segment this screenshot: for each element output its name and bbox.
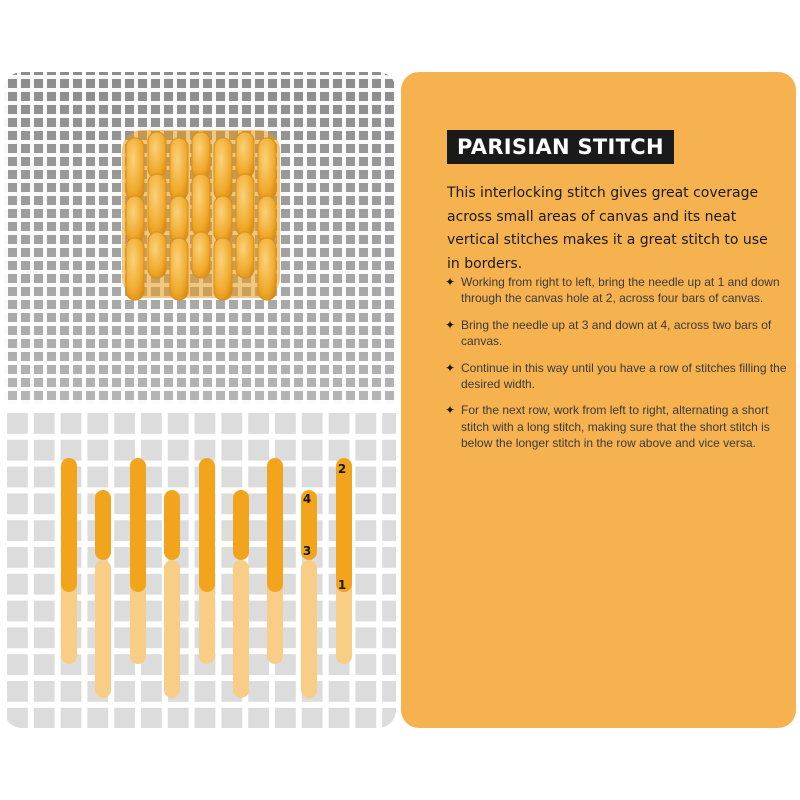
- grid-cell: [34, 547, 55, 568]
- grid-cell: [248, 440, 269, 461]
- grid-cell: [275, 413, 296, 434]
- grid-cell: [34, 654, 55, 675]
- bullet-icon: ✦: [445, 403, 456, 418]
- stitch-bar-lower: [301, 560, 317, 698]
- grid-cell: [355, 708, 376, 728]
- grid-cell: [141, 413, 162, 434]
- grid-cell: [382, 654, 396, 675]
- grid-cell: [248, 574, 269, 595]
- grid-cell: [34, 627, 55, 648]
- grid-cell: [7, 520, 28, 541]
- grid-cell: [34, 708, 55, 728]
- grid-cell: [355, 601, 376, 622]
- step-item: [445, 274, 790, 307]
- grid-cell: [61, 440, 82, 461]
- grid-cell: [329, 413, 350, 434]
- grid-cell: [34, 413, 55, 434]
- stitch-diagram: [4, 410, 396, 728]
- stitch-bar-upper: [61, 458, 77, 592]
- grid-cell: [382, 493, 396, 514]
- grid-cell: [87, 413, 108, 434]
- grid-cell: [248, 520, 269, 541]
- grid-cell: [382, 520, 396, 541]
- grid-cell: [7, 493, 28, 514]
- grid-cell: [34, 440, 55, 461]
- stitch-bar-upper: [336, 458, 352, 592]
- stitch-bar-upper: [267, 458, 283, 592]
- grid-cell: [7, 627, 28, 648]
- instruction-card: [401, 72, 796, 728]
- grid-cell: [87, 440, 108, 461]
- step-item: [445, 360, 790, 393]
- grid-cell: [7, 547, 28, 568]
- grid-cell: [34, 601, 55, 622]
- stitch-bar-upper: [233, 490, 249, 560]
- hole-label-3: 3: [302, 544, 312, 558]
- grid-cell: [382, 574, 396, 595]
- grid-cell: [195, 708, 216, 728]
- grid-cell: [221, 440, 242, 461]
- grid-cell: [87, 467, 108, 488]
- step-text: Continue in this way until you have a row of stitches filling the desired width.: [461, 360, 787, 392]
- grid-cell: [221, 467, 242, 488]
- stitch-bar-upper: [95, 490, 111, 560]
- grid-cell: [355, 654, 376, 675]
- grid-cell: [195, 440, 216, 461]
- grid-cell: [302, 413, 323, 434]
- grid-cell: [114, 413, 135, 434]
- grid-cell: [302, 467, 323, 488]
- stitch-bar-lower: [233, 560, 249, 698]
- grid-cell: [221, 708, 242, 728]
- grid-cell: [355, 681, 376, 702]
- grid-cell: [355, 493, 376, 514]
- grid-cell: [275, 440, 296, 461]
- grid-cell: [141, 440, 162, 461]
- grid-cell: [248, 493, 269, 514]
- grid-cell: [114, 708, 135, 728]
- grid-cell: [34, 520, 55, 541]
- bullet-icon: ✦: [445, 317, 456, 332]
- grid-cell: [141, 708, 162, 728]
- grid-cell: [275, 708, 296, 728]
- hole-label-2: 2: [337, 462, 347, 476]
- stitch-bar-lower: [95, 560, 111, 698]
- grid-cell: [382, 708, 396, 728]
- grid-cell: [7, 681, 28, 702]
- grid-cell: [382, 547, 396, 568]
- grid-cell: [329, 708, 350, 728]
- grid-cell: [248, 467, 269, 488]
- grid-cell: [61, 708, 82, 728]
- grid-cell: [7, 654, 28, 675]
- grid-cell: [87, 708, 108, 728]
- grid-cell: [329, 440, 350, 461]
- grid-cell: [195, 681, 216, 702]
- stitch-bar-upper: [199, 458, 215, 592]
- grid-cell: [195, 413, 216, 434]
- grid-cell: [61, 681, 82, 702]
- intro-paragraph: This interlocking stitch gives great coverage across small areas of canvas and its neat vertical stitches makes it a great stitch to use in borders.: [447, 185, 768, 272]
- grid-cell: [355, 547, 376, 568]
- yarn-stitch-illustration: [4, 72, 396, 404]
- bullet-icon: ✦: [445, 360, 456, 375]
- hole-label-1: 1: [337, 578, 347, 592]
- stitch-bar-upper: [164, 490, 180, 560]
- grid-cell: [168, 708, 189, 728]
- grid-cell: [168, 440, 189, 461]
- grid-cell: [7, 413, 28, 434]
- grid-cell: [382, 627, 396, 648]
- stitch-title: PARISIAN STITCH: [447, 130, 674, 164]
- bullet-icon: ✦: [445, 275, 456, 289]
- grid-cell: [355, 467, 376, 488]
- grid-cell: [34, 574, 55, 595]
- grid-cell: [248, 601, 269, 622]
- grid-cell: [382, 440, 396, 461]
- step-item: [445, 317, 790, 350]
- grid-cell: [355, 413, 376, 434]
- grid-cell: [355, 520, 376, 541]
- grid-cell: [141, 681, 162, 702]
- diagram-svg: [4, 410, 396, 728]
- stitch-bar-lower: [164, 560, 180, 698]
- grid-cell: [248, 413, 269, 434]
- grid-cell: [275, 681, 296, 702]
- grid-cell: [355, 574, 376, 595]
- stitch-photo: [4, 72, 396, 404]
- grid-cell: [7, 708, 28, 728]
- grid-cell: [114, 440, 135, 461]
- grid-cell: [248, 547, 269, 568]
- step-text: Bring the needle up at 3 and down at 4, across two bars of canvas.: [461, 317, 772, 349]
- stitch-bar-upper: [130, 458, 146, 592]
- step-text: For the next row, work from left to right, alternating a short stitch with a long stitch, making sure that the short stitch is below the longer stitch in the row above and vice versa.: [461, 403, 770, 451]
- grid-cell: [302, 440, 323, 461]
- grid-cell: [329, 681, 350, 702]
- grid-cell: [114, 681, 135, 702]
- grid-cell: [34, 467, 55, 488]
- grid-cell: [382, 413, 396, 434]
- grid-cell: [248, 708, 269, 728]
- hole-label-4: 4: [302, 492, 312, 506]
- grid-cell: [7, 574, 28, 595]
- grid-cell: [7, 440, 28, 461]
- grid-cell: [302, 708, 323, 728]
- grid-cell: [355, 440, 376, 461]
- grid-cell: [382, 467, 396, 488]
- step-text: Working from right to left, bring the needle up at 1 and down through the canvas hole at 2, across four bars of canvas.: [461, 275, 780, 306]
- steps-list: [445, 274, 790, 462]
- grid-cell: [61, 413, 82, 434]
- grid-cell: [34, 493, 55, 514]
- grid-cell: [221, 413, 242, 434]
- grid-cell: [382, 601, 396, 622]
- grid-cell: [7, 467, 28, 488]
- step-item: [445, 402, 790, 451]
- grid-cell: [168, 467, 189, 488]
- grid-cell: [382, 681, 396, 702]
- grid-cell: [248, 681, 269, 702]
- grid-cell: [7, 601, 28, 622]
- grid-cell: [248, 654, 269, 675]
- grid-cell: [34, 681, 55, 702]
- grid-cell: [355, 627, 376, 648]
- grid-cell: [168, 413, 189, 434]
- grid-cell: [248, 627, 269, 648]
